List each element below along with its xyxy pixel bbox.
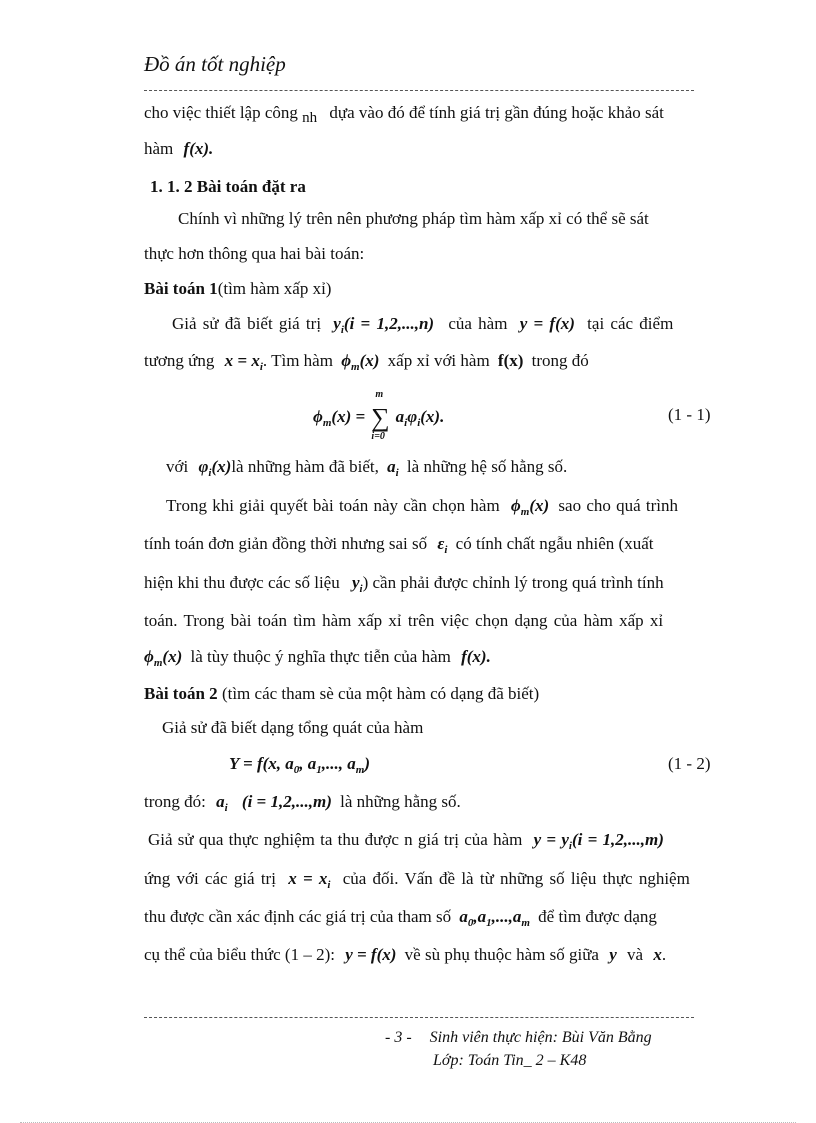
page-header-title: Đồ án tốt nghiệp — [144, 52, 286, 76]
equation-number: (1 - 1) — [668, 405, 711, 424]
text-line: hiện khi thu được các số liệu $y_i$) cần phải được chỉnh lý trong quá trình tính — [144, 573, 664, 595]
text-line: Trong khi giải quyết bài toán này cần chọn hàm $\phi_m(x)$ sao cho quá trình — [166, 496, 679, 518]
equation-number: (1 - 2) — [668, 754, 711, 773]
text-line: Giả sử qua thực nghiệm ta thu được n giá trị của hàm $y = y_i(i = 1,2,...,m)$ — [148, 830, 664, 852]
section-heading: 1. 1. 2 Bài toán đặt ra — [150, 177, 306, 196]
text-line: toán. Trong bài toán tìm hàm xấp xỉ trên việc chọn dạng của hàm xấp xỉ — [144, 611, 664, 630]
header-divider — [144, 90, 694, 91]
footer-line-1 — [385, 1029, 652, 1047]
footer-class: Lớp: Toán Tin_ 2 – K48 — [433, 1052, 587, 1069]
equation-1-1: $\phi_m(x)$ = m ∑ i=0 $a_i\varphi_i(x)$. — [313, 389, 445, 442]
text-line: $\phi_m(x)$ là tùy thuộc ý nghĩa thực tiễn của hàm f(x). — [144, 647, 491, 669]
problem-2-title: Bài toán 2 (tìm các tham sè của một hàm có dạng đã biết) — [144, 684, 540, 703]
footer-divider — [144, 1017, 694, 1018]
page-number: - 3 - — [385, 1029, 412, 1046]
text-line: tính toán đơn giản đồng thời nhưng sai số $\varepsilon_i$ có tính chất ngẫu nhiên (xuất — [144, 534, 654, 556]
text-line: hàm f(x). — [144, 139, 214, 158]
footer-author: Sinh viên thực hiện: Bùi Văn Bằng — [429, 1029, 652, 1046]
text-line: thu được cần xác định các giá trị của tham số $a_0,a_1,...,a_m$ để tìm được dạng — [144, 907, 657, 929]
text-line: cho việc thiết lập công nh dựa vào đó để tính giá trị gần đúng hoặc khảo sát — [144, 103, 664, 126]
text-line: thực hơn thông qua hai bài toán: — [144, 244, 365, 263]
text-line: Chính vì những lý trên nên phương pháp tìm hàm xấp xỉ có thể sẽ sát — [178, 209, 649, 228]
text-line: tương ứng $x = x_i$. Tìm hàm $\phi_m(x)$ xấp xỉ với hàm f(x) trong đó — [144, 351, 589, 373]
equation-1-2: Y = f(x, $a_0$, $a_1$,..., $a_m$) — [229, 754, 370, 776]
text-line: Giả sử đã biết dạng tổng quát của hàm — [162, 718, 424, 737]
problem-1-title: Bài toán 1(tìm hàm xấp xỉ) — [144, 279, 332, 298]
text-line: Giả sử đã biết giá trị $y_i(i = 1,2,...,n)$ của hàm y = f(x) tại các điểm — [172, 314, 674, 336]
text-line: cụ thể của biểu thức (1 – 2): y = f(x) về sù phụ thuộc hàm số giữa y và x. — [144, 945, 667, 964]
text-line: với $\varphi_i(x)là$ những hàm đã biết, $a_i$ là những hệ số hằng số. — [166, 457, 568, 479]
text-line: trong đó: $a_i$ (i = 1,2,...,m) là những hằng số. — [144, 792, 461, 814]
text-line: ứng với các giá trị $x = x_i$ của đối. Vấn đề là từ những số liệu thực nghiệm — [144, 869, 690, 891]
